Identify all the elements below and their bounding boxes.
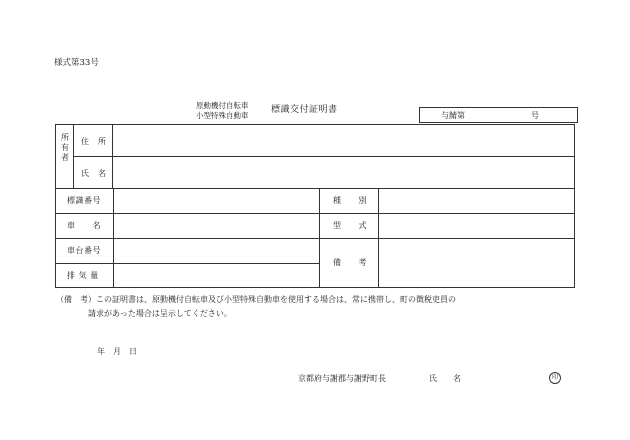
displacement-label: 排 気 量: [67, 271, 99, 280]
vehicle-type-line1: 原動機付自転車: [196, 101, 249, 110]
name-label: 氏 名: [81, 169, 107, 178]
vehicle-row-divider-3: [55, 263, 319, 264]
address-label: 住 所: [81, 137, 107, 146]
vehicle-type: [196, 101, 249, 121]
issuer-name-label: 氏 名: [429, 374, 461, 383]
remarks-label: 備 考: [333, 258, 367, 267]
owner-group-label: 所有者: [61, 133, 69, 162]
model-label: 型 式: [333, 221, 367, 230]
date-label: 年 月 日: [97, 347, 137, 356]
note-line-1: （備 考）この証明書は、原動機付自転車及び小型特殊自動車を使用する場合は、常に携帯し、町の徴税吏員の: [56, 295, 456, 304]
issue-number-suffix: 号: [531, 111, 539, 120]
note-line-2: 請求があった場合は呈示してください。: [88, 309, 232, 318]
form-number: 様式第33号: [54, 58, 99, 68]
vehicle-label-divider: [113, 188, 114, 288]
vehicle-row-divider-2: [55, 238, 575, 239]
vehicle-right-label-divider: [378, 188, 379, 288]
vehicle-middle-divider: [319, 188, 320, 288]
issue-number-label: 与鯖第: [441, 111, 465, 120]
owner-section-bottom: [55, 188, 575, 189]
certificate-title: 標識交付証明書: [271, 105, 338, 115]
seal-mark: 印: [549, 372, 561, 384]
vehicle-name-label: 車 名: [67, 221, 101, 230]
chassis-number-label: 車台番号: [67, 246, 101, 255]
owner-row-divider: [73, 156, 575, 157]
category-label: 種 別: [333, 196, 367, 205]
vehicle-row-divider-1: [55, 213, 575, 214]
issuer-title: 京都府与謝郡与謝野町長: [298, 374, 386, 383]
vehicle-type-line2: 小型特殊自動車: [196, 111, 249, 120]
plate-number-label: 標識番号: [67, 196, 101, 205]
